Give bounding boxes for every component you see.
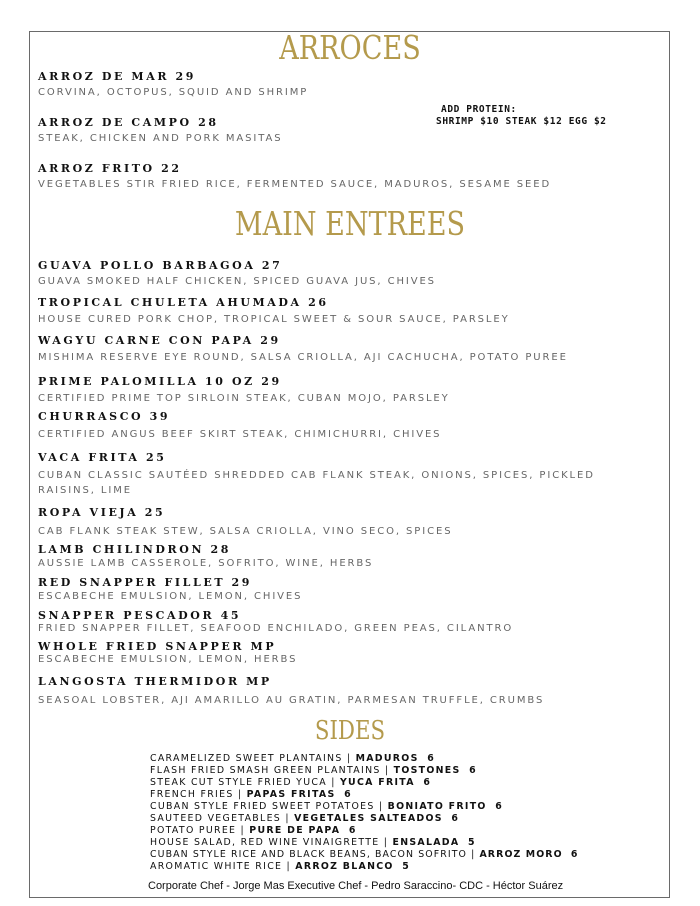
side-english-name: CUBAN STYLE RICE AND BLACK BEANS, BACON SOFRITO | bbox=[150, 849, 476, 860]
side-price: 6 bbox=[451, 813, 460, 824]
menu-item-description: GUAVA SMOKED HALF CHICKEN, SPICED GUAVA JUS, CHIVES bbox=[38, 276, 436, 287]
side-price: 5 bbox=[402, 861, 411, 872]
menu-item-description: HOUSE CURED PORK CHOP, TROPICAL SWEET & SOUR SAUCE, PARSLEY bbox=[38, 314, 510, 325]
chef-credits: Corporate Chef - Jorge Mas Executive Chef - Pedro Saraccino- CDC - Héctor Suárez bbox=[148, 880, 564, 892]
side-spanish-name: PURE DE PAPA bbox=[249, 825, 341, 836]
add-protein-options: SHRIMP $10 STEAK $12 EGG $2 bbox=[436, 116, 607, 127]
menu-item-description: MISHIMA RESERVE EYE ROUND, SALSA CRIOLLA, AJI CACHUCHA, POTATO PUREE bbox=[38, 352, 568, 363]
side-item bbox=[150, 837, 680, 849]
side-english-name: STEAK CUT STYLE FRIED YUCA | bbox=[150, 777, 336, 788]
side-price: 6 bbox=[469, 765, 477, 776]
menu-item-name: TROPICAL CHULETA AHUMADA 26 bbox=[38, 296, 329, 309]
add-protein-label: ADD PROTEIN: bbox=[441, 104, 517, 115]
side-item bbox=[150, 789, 680, 801]
side-item bbox=[150, 777, 680, 789]
side-spanish-name: VEGETALES SALTEADOS bbox=[294, 813, 443, 824]
section-title-arroces: ARROCES bbox=[279, 28, 421, 67]
side-price: 6 bbox=[348, 825, 357, 836]
menu-item-description: CORVINA, OCTOPUS, SQUID AND SHRIMP bbox=[38, 87, 309, 98]
side-spanish-name: PAPAS FRITAS bbox=[246, 789, 336, 800]
menu-item-name: RED SNAPPER FILLET 29 bbox=[38, 576, 253, 589]
side-spanish-name: ARROZ MORO bbox=[479, 849, 563, 860]
side-price: 6 bbox=[427, 753, 436, 764]
side-price: 6 bbox=[495, 801, 504, 812]
menu-item-description: STEAK, CHICKEN AND PORK MASITAS bbox=[38, 133, 283, 144]
side-spanish-name: YUCA FRITA bbox=[339, 777, 415, 788]
side-spanish-name: TOSTONES bbox=[393, 765, 461, 776]
side-item bbox=[150, 849, 680, 861]
menu-item-name: ARROZ DE MAR 29 bbox=[38, 70, 197, 83]
side-price: 6 bbox=[344, 789, 352, 800]
menu-item-description: CERTIFIED ANGUS BEEF SKIRT STEAK, CHIMICHURRI, CHIVES bbox=[38, 429, 442, 440]
menu-item-name: ARROZ FRITO 22 bbox=[38, 162, 182, 175]
side-english-name: POTATO PUREE | bbox=[150, 825, 246, 836]
side-item bbox=[150, 813, 680, 825]
side-english-name: FRENCH FRIES | bbox=[150, 789, 243, 800]
menu-item-description: FRIED SNAPPER FILLET, SEAFOOD ENCHILADO, GREEN PEAS, CILANTRO bbox=[38, 623, 514, 634]
menu-item-name: GUAVA POLLO BARBAGOA 27 bbox=[38, 259, 283, 272]
side-english-name: FLASH FRIED SMASH GREEN PLANTAINS | bbox=[150, 765, 390, 776]
menu-item-description: ESCABECHE EMULSION, LEMON, CHIVES bbox=[38, 591, 303, 602]
side-item bbox=[150, 765, 680, 777]
menu-item-name: WHOLE FRIED SNAPPER MP bbox=[38, 640, 277, 653]
side-price: 6 bbox=[423, 777, 432, 788]
side-price: 6 bbox=[570, 849, 579, 860]
menu-item-description: CAB FLANK STEAK STEW, SALSA CRIOLLA, VINO SECO, SPICES bbox=[38, 526, 453, 537]
side-item bbox=[150, 825, 680, 837]
menu-item-name: SNAPPER PESCADOR 45 bbox=[38, 609, 242, 622]
menu-item-description: SEASOAL LOBSTER, AJI AMARILLO AU GRATIN, PARMESAN TRUFFLE, CRUMBS bbox=[38, 695, 545, 706]
section-title-main-entrees: MAIN ENTREES bbox=[234, 204, 466, 243]
menu-item-name: PRIME PALOMILLA 10 OZ 29 bbox=[38, 375, 282, 388]
side-english-name: CUBAN STYLE FRIED SWEET POTATOES | bbox=[150, 801, 384, 812]
side-spanish-name: MADUROS bbox=[355, 753, 419, 764]
side-english-name: HOUSE SALAD, RED WINE VINAIGRETTE | bbox=[150, 837, 389, 848]
menu-item-name: CHURRASCO 39 bbox=[38, 410, 171, 423]
side-english-name: AROMATIC WHITE RICE | bbox=[150, 861, 291, 872]
sides-list bbox=[150, 753, 680, 873]
menu-item-name: ARROZ DE CAMPO 28 bbox=[38, 116, 219, 129]
menu-item-description: AUSSIE LAMB CASSEROLE, SOFRITO, WINE, HERBS bbox=[38, 558, 374, 569]
menu-item-description: CUBAN CLASSIC SAUTÉED SHREDDED CAB FLANK STEAK, ONIONS, SPICES, PICKLED RAISINS, LIME bbox=[38, 470, 595, 496]
menu-item-description: ESCABECHE EMULSION, LEMON, HERBS bbox=[38, 654, 298, 665]
side-spanish-name: ENSALADA bbox=[392, 837, 460, 848]
side-english-name: CARAMELIZED SWEET PLANTAINS | bbox=[150, 753, 352, 764]
side-english-name: SAUTEED VEGETABLES | bbox=[150, 813, 290, 824]
menu-item-name: LAMB CHILINDRON 28 bbox=[38, 543, 232, 556]
side-item bbox=[150, 861, 680, 873]
menu-item-description: VEGETABLES STIR FRIED RICE, FERMENTED SAUCE, MADUROS, SESAME SEED bbox=[38, 179, 552, 190]
menu-item-description: CERTIFIED PRIME TOP SIRLOIN STEAK, CUBAN MOJO, PARSLEY bbox=[38, 393, 450, 404]
menu-item-name: WAGYU CARNE CON PAPA 29 bbox=[38, 334, 281, 347]
menu-item-name: VACA FRITA 25 bbox=[38, 451, 167, 464]
side-spanish-name: ARROZ BLANCO bbox=[295, 861, 394, 872]
side-price: 5 bbox=[468, 837, 476, 848]
menu-item-name: ROPA VIEJA 25 bbox=[38, 506, 166, 519]
side-item bbox=[150, 753, 680, 765]
side-item bbox=[150, 801, 680, 813]
menu-item-name: LANGOSTA THERMIDOR MP bbox=[38, 675, 272, 688]
section-title-sides: SIDES bbox=[314, 716, 386, 746]
side-spanish-name: BONIATO FRITO bbox=[387, 801, 487, 812]
